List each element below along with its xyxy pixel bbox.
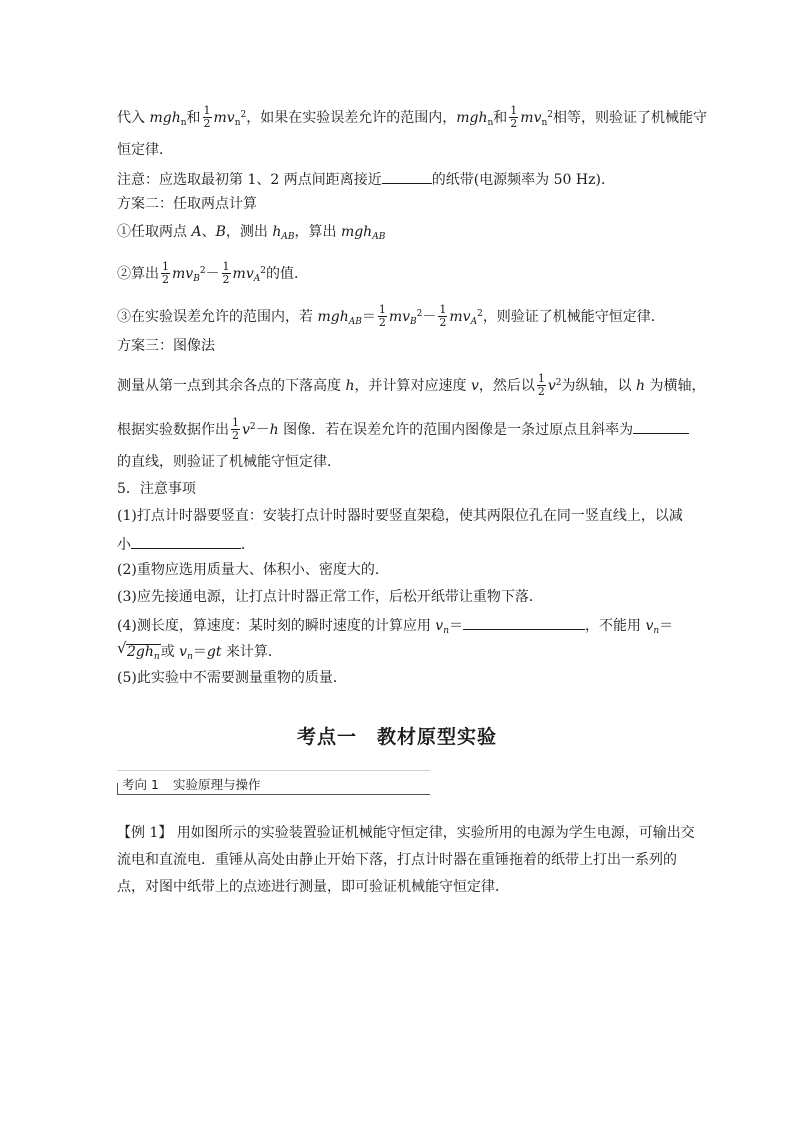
text-line (117, 339, 215, 353)
fill-blank (633, 421, 689, 434)
fraction: $\frac{1}{2}$ (510, 104, 518, 130)
subscript: n (180, 118, 187, 129)
subheading: 5．注意事项 (117, 481, 196, 497)
text-line: ③在实验误差允许的范围内，若 mgh$_{AB}$＝ $\frac{1}{2}$ $mv_B^2-$ $\frac{1}{2}$ $mv_A^2$，则验证了机械能守恒定律． (117, 303, 665, 329)
fraction: $\frac{1}{2}$ (203, 104, 211, 130)
example-text: 点，对图中纸带上的点迹进行测量，即可验证机械能守恒定律． (117, 879, 509, 895)
text-line (117, 826, 695, 840)
tag-title: 实验原理与操作 (172, 777, 261, 792)
fill-blank (131, 536, 241, 549)
text: 恒定律． (117, 142, 173, 158)
text-line (117, 197, 257, 211)
text: 和 (186, 110, 201, 127)
subscript: n (541, 118, 548, 129)
text: 和 (493, 110, 508, 127)
fraction: $\frac{1}{2}$ (232, 416, 239, 442)
fill-blank (382, 171, 432, 184)
divider (117, 794, 430, 795)
text-line: ①任取两点 A、B，测出 $h_{AB}$，算出 mgh$_{AB}$ (117, 224, 386, 242)
math: mgh (149, 110, 181, 127)
subheading: 方案二：任取两点计算 (117, 196, 257, 212)
subscript: n (487, 118, 494, 129)
fraction: $\frac{1}{2}$ (537, 372, 545, 398)
text-line: (1)打点计时器要竖直：安装打点计时器时要竖直架稳，使其两限位孔在同一竖直线上，以减 (117, 508, 683, 524)
text-line: 根据实验数据作出 $\frac{1}{2}$ $v^2-h$ 图像．若在误差允许的范围内图像是一条过原点且斜率为 (117, 418, 689, 442)
divider (117, 770, 430, 771)
text: 代入 (117, 110, 150, 127)
fraction: $\frac{1}{2}$ (439, 303, 447, 329)
heading-title: 教材原型实验 (377, 726, 498, 748)
example-text: 流电和直流电．重锤从高处由静止开始下落，打点计时器在重锤拖着的纸带上打出一系列的 (117, 852, 677, 868)
text-line: 小 ． (117, 537, 255, 553)
text: 注意：应选取最初第 1、2 两点间距离接近 (117, 172, 382, 188)
text-line: 测量从第一点到其余各点的下落高度 h，并计算对应速度 v，然后以 $\frac{1}{2}$ $v^2$为纵轴，以 h 为横轴， (117, 372, 706, 398)
text-line: √ $2gh_n$或 $v_n=gt$ 来计算． (117, 639, 282, 662)
text-line (117, 853, 677, 867)
text-line: (5)此实验中不需要测量重物的质量． (117, 670, 347, 686)
text-line: (2)重物应选用质量大、体积小、密度大的． (117, 562, 389, 578)
text-line (117, 171, 615, 187)
tag-label: 考向 1 (122, 777, 159, 792)
math: mv (213, 110, 235, 127)
fraction: $\frac{1}{2}$ (378, 303, 386, 329)
subscript: n (234, 118, 241, 129)
math: mgh (456, 110, 488, 127)
text-line (117, 143, 173, 157)
math: mv (520, 110, 542, 127)
text-line (117, 106, 707, 130)
sqrt: √ $2gh_n$ (117, 639, 160, 662)
heading-label: 考点一 (296, 726, 357, 748)
superscript: 2 (547, 110, 554, 121)
fill-blank (463, 617, 585, 630)
text-line: ②算出 $\frac{1}{2}$ $mv_B^2-$ $\frac{1}{2}$ $mv_A^2$的值． (117, 260, 308, 286)
section-heading (0, 722, 794, 749)
text-line (117, 880, 509, 894)
example-text: 【例 1】 用如图所示的实验装置验证机械能守恒定律，实验所用的电源为学生电源，可输出交 (117, 825, 695, 841)
text: ，如果在实验误差允许的范围内， (246, 110, 457, 127)
subheading: 方案三：图像法 (117, 338, 215, 354)
fraction: $\frac{1}{2}$ (222, 260, 230, 286)
text: 相等，则验证了机械能守 (553, 110, 708, 127)
topic-tag (117, 770, 430, 796)
text-line: 的直线，则验证了机械能守恒定律． (117, 454, 341, 470)
text-line: (4)测长度，算速度：某时刻的瞬时速度的计算应用 $v_n=$ ，不能用 $v_n=$ (117, 618, 674, 636)
text: 的纸带(电源频率为 50 Hz)． (431, 172, 615, 188)
text-line: (3)应先接通电源，让打点计时器正常工作，后松开纸带让重物下落． (117, 589, 543, 605)
superscript: 2 (240, 110, 247, 121)
text-line (117, 482, 196, 496)
fraction: $\frac{1}{2}$ (162, 260, 169, 286)
